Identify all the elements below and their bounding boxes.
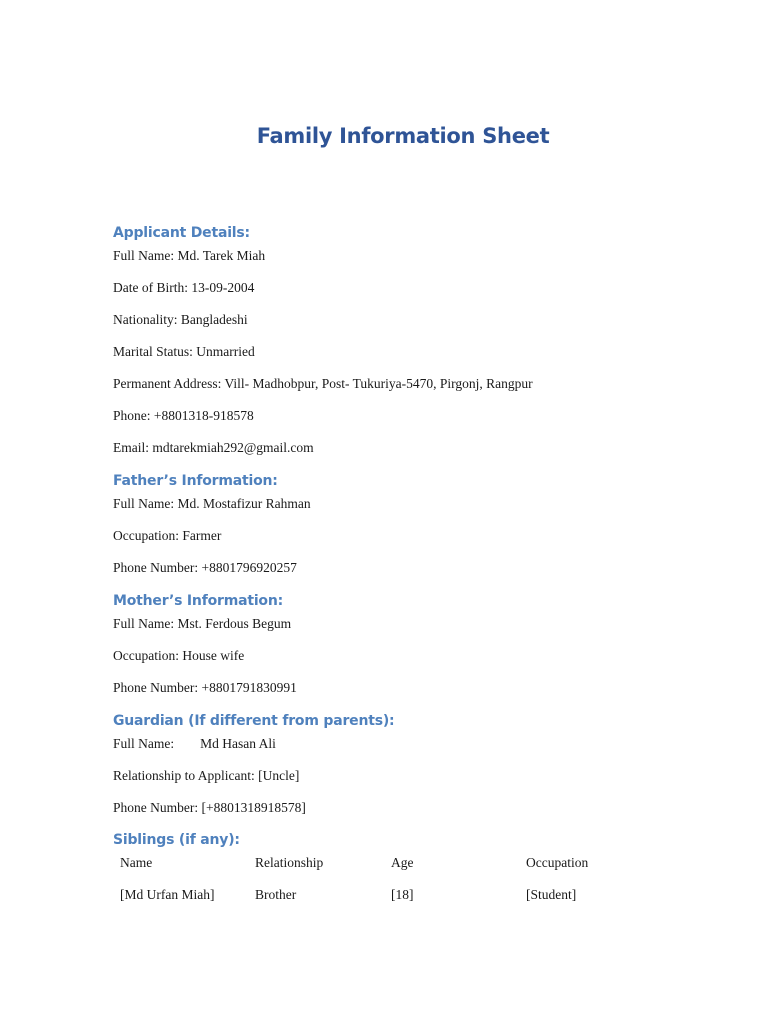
mother-phone: Phone Number: +8801791830991	[113, 680, 297, 695]
applicant-marital-status: Marital Status: Unmarried	[113, 344, 255, 359]
father-full-name: Full Name: Md. Mostafizur Rahman	[113, 496, 311, 511]
father-phone: Phone Number: +8801796920257	[113, 560, 297, 575]
sibling-name: [Md Urfan Miah]	[120, 887, 215, 902]
mother-occupation: Occupation: House wife	[113, 648, 245, 663]
father-heading: Father’s Information:	[113, 473, 278, 489]
sibling-occupation: [Student]	[526, 887, 577, 902]
siblings-col-relationship: Relationship	[255, 855, 324, 870]
applicant-heading: Applicant Details:	[113, 225, 250, 241]
guardian-full-name	[113, 736, 276, 752]
applicant-full-name: Full Name: Md. Tarek Miah	[113, 248, 266, 263]
applicant-dob: Date of Birth: 13-09-2004	[113, 280, 255, 295]
guardian-phone: Phone Number: [+8801318918578]	[113, 800, 306, 815]
sibling-age: [18]	[391, 887, 414, 902]
sibling-relationship: Brother	[255, 887, 297, 902]
applicant-phone: Phone: +8801318-918578	[113, 408, 254, 423]
siblings-col-age: Age	[391, 855, 414, 870]
guardian-full-name-label: Full Name:	[113, 736, 175, 751]
guardian-full-name-value: Md Hasan Ali	[200, 736, 276, 751]
mother-full-name: Full Name: Mst. Ferdous Begum	[113, 616, 292, 631]
guardian-relationship: Relationship to Applicant: [Uncle]	[113, 768, 300, 783]
mother-heading: Mother’s Information:	[113, 593, 284, 609]
applicant-address: Permanent Address: Vill- Madhobpur, Post- Tukuriya-5470, Pirgonj, Rangpur	[113, 376, 533, 391]
applicant-nationality: Nationality: Bangladeshi	[113, 312, 248, 327]
applicant-email: Email: mdtarekmiah292@gmail.com	[113, 440, 314, 455]
siblings-col-occupation: Occupation	[526, 855, 589, 870]
father-occupation: Occupation: Farmer	[113, 528, 222, 543]
siblings-col-name: Name	[120, 855, 153, 870]
guardian-heading: Guardian (If different from parents):	[113, 713, 395, 729]
page-title: Family Information Sheet	[256, 124, 550, 148]
siblings-heading: Siblings (if any):	[113, 832, 240, 848]
